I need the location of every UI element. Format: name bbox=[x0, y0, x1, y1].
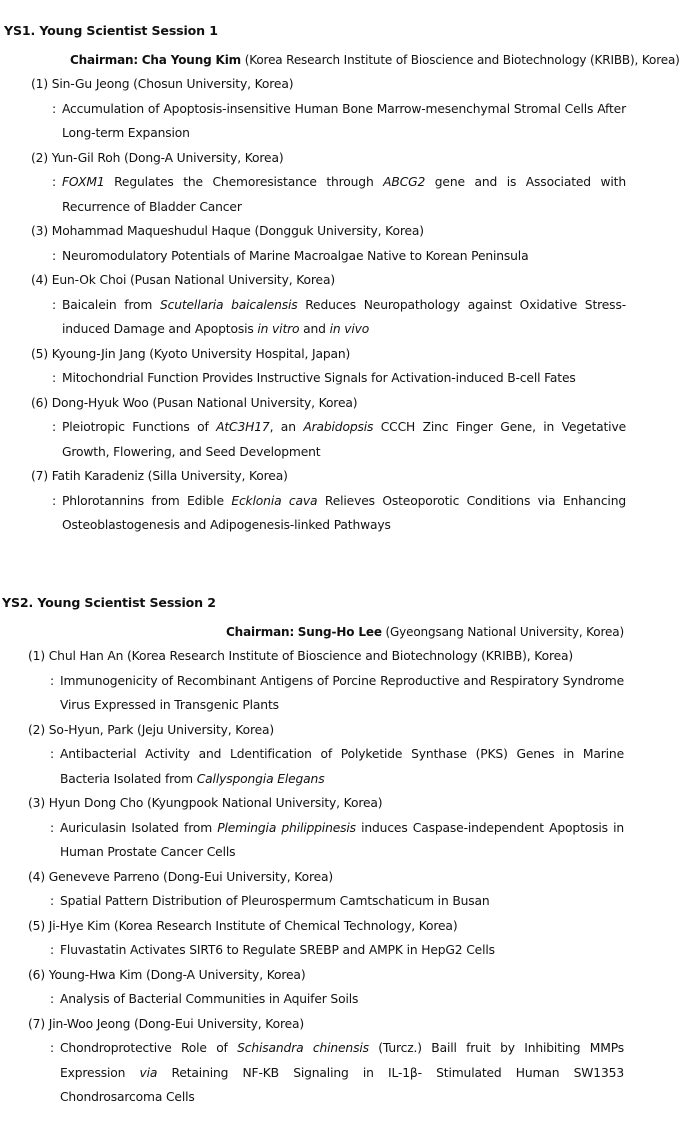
presenter-name: Geneveve Parreno (Dong-Eui University, Korea) bbox=[48, 869, 334, 884]
title-text: induces Caspase-independent Apoptosis in Human Prostate Cancer Cells bbox=[60, 820, 624, 859]
title-text: Accumulation of Apoptosis-insensitive Human Bone Marrow-mesenchymal Stromal Cells After Long-term Expansion bbox=[62, 101, 626, 140]
item-number: (1) bbox=[28, 649, 45, 663]
item-number: (5) bbox=[31, 346, 48, 361]
title-colon: : bbox=[50, 1041, 54, 1055]
title-colon: : bbox=[50, 820, 54, 835]
presenter-name: Fatih Karadeniz (Silla University, Korea) bbox=[51, 469, 288, 483]
presenter-name: Eun-Ok Choi (Pusan National University, Korea) bbox=[51, 273, 336, 287]
title-colon: : bbox=[52, 420, 56, 434]
item-number: (4) bbox=[28, 869, 45, 884]
presenter-line bbox=[0, 644, 630, 669]
title-colon: : bbox=[52, 101, 56, 116]
item-number: (3) bbox=[31, 224, 48, 238]
title-text: Pleiotropic Functions of bbox=[62, 420, 217, 434]
title-colon: : bbox=[50, 943, 54, 957]
presentation-title bbox=[50, 669, 624, 718]
presentation-item bbox=[0, 342, 630, 391]
chairman-name: Sung-Ho Lee bbox=[297, 625, 382, 639]
presenter-line bbox=[0, 72, 630, 97]
presenter-name: Jin-Woo Jeong (Dong-Eui University, Korea) bbox=[48, 1016, 305, 1031]
presentation-title bbox=[50, 889, 624, 914]
presentation-title bbox=[52, 170, 626, 219]
presenter-line bbox=[0, 146, 630, 171]
presenter-name: Sin-Gu Jeong (Chosun University, Korea) bbox=[51, 77, 294, 91]
presentation-title bbox=[50, 987, 624, 1012]
presentation-item bbox=[0, 146, 630, 220]
presentation-title bbox=[52, 415, 626, 464]
presentation-item bbox=[0, 72, 630, 146]
item-number: (7) bbox=[28, 1016, 45, 1031]
title-colon: : bbox=[52, 371, 56, 385]
item-number: (7) bbox=[31, 469, 48, 483]
title-text: Fluvastatin Activates SIRT6 to Regulate SREBP and AMPK in HepG2 Cells bbox=[60, 943, 495, 957]
presenter-line bbox=[0, 1012, 630, 1037]
item-number: (4) bbox=[31, 273, 48, 287]
item-number: (6) bbox=[31, 395, 48, 410]
item-number: (5) bbox=[28, 918, 45, 933]
item-number: (2) bbox=[28, 722, 45, 737]
italic-term: Ecklonia cava bbox=[231, 493, 318, 508]
title-text: Analysis of Bacterial Communities in Aquifer Soils bbox=[60, 992, 359, 1006]
title-text: Relieves Osteoporotic Conditions via Enhancing Osteoblastogenesis and Adipogenesis-linked Pathways bbox=[62, 493, 627, 532]
title-colon: : bbox=[52, 493, 56, 508]
title-colon: : bbox=[50, 673, 54, 688]
presenter-line bbox=[0, 219, 630, 244]
title-colon: : bbox=[52, 175, 56, 189]
title-text: Spatial Pattern Distribution of Pleurospermum Camtschaticum in Busan bbox=[60, 894, 490, 908]
title-colon: : bbox=[52, 297, 56, 312]
presenter-name: Yun-Gil Roh (Dong-A University, Korea) bbox=[51, 150, 284, 165]
title-text: Mitochondrial Function Provides Instructive Signals for Activation-induced B-cell Fates bbox=[62, 371, 576, 385]
italic-term: via bbox=[139, 1065, 158, 1080]
presenter-name: Kyoung-Jin Jang (Kyoto University Hospital, Japan) bbox=[51, 346, 351, 361]
title-text: Reduces Neuropathology against Oxidative Stress-induced Damage and Apoptosis bbox=[62, 297, 626, 336]
presenter-line bbox=[0, 342, 630, 367]
session-title: YS2. Young Scientist Session 2 bbox=[2, 595, 216, 610]
presenter-name: Hyun Dong Cho (Kyungpook National University, Korea) bbox=[48, 796, 383, 810]
presenter-line bbox=[0, 391, 630, 416]
item-number: (3) bbox=[28, 796, 45, 810]
chairman-line bbox=[0, 620, 630, 644]
chairman-label: Chairman: bbox=[70, 53, 139, 67]
italic-term: ABCG2 bbox=[383, 175, 426, 189]
session-ys2 bbox=[0, 592, 630, 1110]
title-text: CCCH Zinc Finger Gene, in Vegetative Growth, Flowering, and Seed Development bbox=[62, 420, 626, 459]
presentation-item bbox=[0, 865, 630, 914]
italic-term: in vitro bbox=[257, 322, 300, 336]
title-text: Baicalein from bbox=[62, 297, 160, 312]
italic-term: Scutellaria baicalensis bbox=[159, 297, 298, 312]
chairman-name: Cha Young Kim bbox=[141, 53, 242, 67]
italic-term: Plemingia philippinesis bbox=[217, 820, 356, 835]
presenter-line bbox=[0, 718, 630, 743]
title-colon: : bbox=[50, 747, 54, 761]
presentation-title bbox=[52, 293, 626, 342]
title-text: Chondroprotective Role of bbox=[60, 1041, 238, 1055]
presentation-list bbox=[0, 72, 630, 538]
presentation-title bbox=[50, 742, 624, 791]
presenter-line bbox=[0, 963, 630, 988]
presenter-line bbox=[0, 791, 630, 816]
presentation-item bbox=[0, 391, 630, 465]
presenter-name: Dong-Hyuk Woo (Pusan National University, Korea) bbox=[51, 395, 358, 410]
presentation-item bbox=[0, 791, 630, 865]
title-text: Neuromodulatory Potentials of Marine Macroalgae Native to Korean Peninsula bbox=[62, 248, 529, 263]
title-text: Phlorotannins from Edible bbox=[62, 493, 232, 508]
presentation-item bbox=[0, 1012, 630, 1110]
title-colon: : bbox=[52, 248, 56, 263]
presentation-item bbox=[0, 963, 630, 1012]
title-text: Regulates the Chemoresistance through bbox=[104, 175, 384, 189]
presentation-item bbox=[0, 219, 630, 268]
italic-term: AtC3H17 bbox=[216, 420, 270, 434]
chairman-affiliation: (Korea Research Institute of Bioscience and Biotechnology (KRIBB), Korea) bbox=[244, 53, 680, 67]
presentation-title bbox=[50, 816, 624, 865]
item-number: (6) bbox=[28, 967, 45, 982]
presentation-item bbox=[0, 644, 630, 718]
presentation-title bbox=[50, 1036, 624, 1110]
presentation-item bbox=[0, 718, 630, 792]
presentation-title bbox=[52, 489, 627, 538]
title-colon: : bbox=[50, 992, 54, 1006]
session-title: YS1. Young Scientist Session 1 bbox=[4, 23, 218, 38]
presenter-line bbox=[0, 865, 630, 890]
presentation-item bbox=[0, 268, 630, 342]
chairman-label: Chairman: bbox=[226, 625, 295, 639]
title-colon: : bbox=[50, 894, 54, 908]
italic-term: Schisandra chinensis bbox=[237, 1041, 369, 1055]
presentation-item bbox=[0, 914, 630, 963]
presenter-line bbox=[0, 914, 630, 939]
title-text: (Turcz.) Baill fruit by Inhibiting MMPs Expression bbox=[60, 1041, 624, 1080]
title-text: Retaining NF-KB Signaling in IL-1β- Stimulated Human SW1353 Chondrosarcoma Cells bbox=[60, 1065, 624, 1104]
title-text: Immunogenicity of Recombinant Antigens of Porcine Reproductive and Respiratory Syndrome Virus Expressed in Transgenic Plants bbox=[60, 673, 624, 712]
presenter-name: Mohammad Maqueshudul Haque (Dongguk University, Korea) bbox=[51, 224, 424, 238]
presentation-item bbox=[0, 464, 630, 538]
session-ys1 bbox=[0, 20, 680, 538]
title-text: gene and is Associated with Recurrence of Bladder Cancer bbox=[62, 175, 626, 214]
presenter-name: Chul Han An (Korea Research Institute of Bioscience and Biotechnology (KRIBB), Korea) bbox=[48, 649, 574, 663]
presentation-title bbox=[52, 244, 626, 269]
italic-term: Callyspongia Elegans bbox=[196, 771, 325, 786]
presenter-line bbox=[0, 268, 630, 293]
italic-term: Arabidopsis bbox=[303, 420, 374, 434]
presenter-name: Young-Hwa Kim (Dong-A University, Korea) bbox=[48, 967, 306, 982]
item-number: (2) bbox=[31, 150, 48, 165]
presenter-name: Ji-Hye Kim (Korea Research Institute of Chemical Technology, Korea) bbox=[48, 918, 458, 933]
chairman-line bbox=[0, 48, 680, 72]
presentation-title bbox=[50, 938, 624, 963]
title-text: and bbox=[299, 322, 330, 336]
presentation-list bbox=[0, 644, 630, 1110]
title-text: , an bbox=[269, 420, 304, 434]
presenter-name: So-Hyun, Park (Jeju University, Korea) bbox=[48, 722, 275, 737]
chairman-affiliation: (Gyeongsang National University, Korea) bbox=[385, 625, 624, 639]
title-text: Antibacterial Activity and Ldentification of Polyketide Synthase (PKS) Genes in Marine Bacteria Isolated from bbox=[60, 747, 624, 786]
presentation-title bbox=[52, 366, 626, 391]
italic-term: FOXM1 bbox=[62, 175, 105, 189]
presenter-line bbox=[0, 464, 630, 489]
item-number: (1) bbox=[31, 77, 48, 91]
italic-term: in vivo bbox=[329, 322, 370, 336]
presentation-title bbox=[52, 97, 626, 146]
title-text: Auriculasin Isolated from bbox=[60, 820, 218, 835]
